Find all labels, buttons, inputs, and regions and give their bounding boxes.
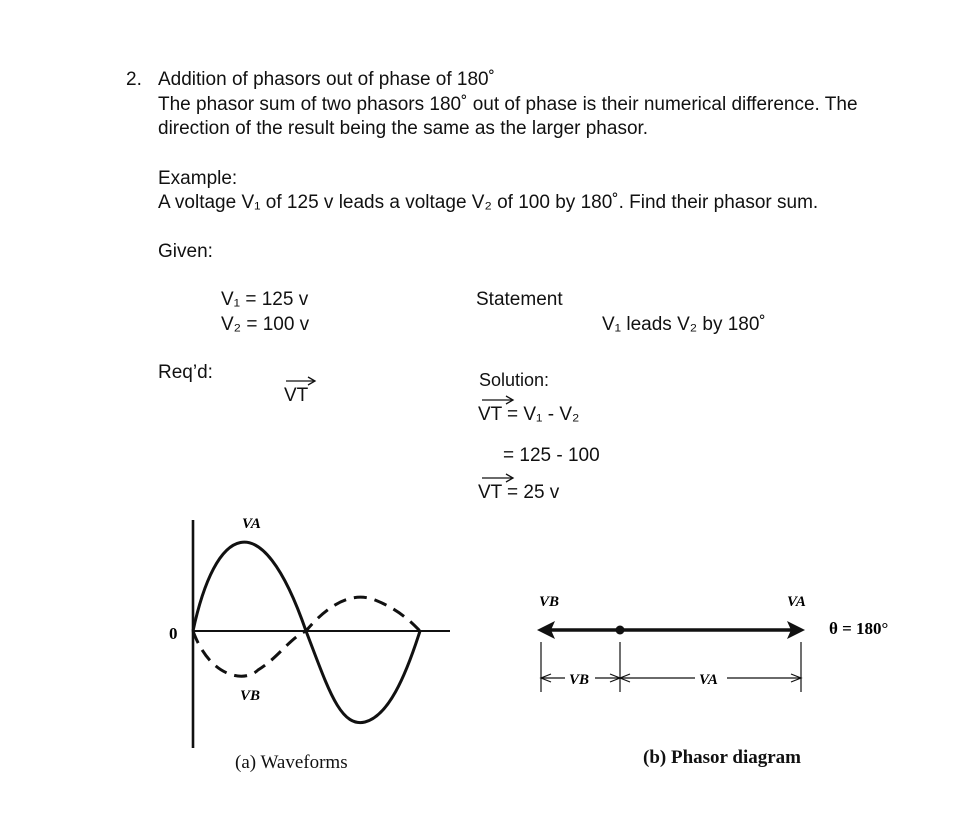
- required-label: Req’d:: [158, 362, 213, 383]
- waveform-zero-label: 0: [169, 624, 178, 643]
- example-problem: A voltage V₁ of 125 v leads a voltage V₂ of 100 by 180˚. Find their phasor sum.: [158, 192, 819, 213]
- given-v1: V₁ = 125 v: [221, 289, 309, 310]
- statement-text: V₁ leads V₂ by 180˚: [602, 314, 766, 335]
- solution-step1-rhs: = V₁ - V₂: [507, 404, 580, 425]
- given-v2: V₂ = 100 v: [221, 314, 310, 335]
- phasor-origin-dot: [616, 626, 625, 635]
- solution-step3-lhs: VT: [478, 482, 503, 503]
- description-line-1: The phasor sum of two phasors 180˚ out of phase is their numerical difference. The: [158, 94, 858, 115]
- waveforms-caption: (a) Waveforms: [235, 752, 348, 773]
- required-symbol: VT: [284, 385, 309, 406]
- solution-step3-rhs: = 25 v: [507, 482, 560, 503]
- waveform-vb-label: VB: [240, 688, 261, 704]
- section-number: 2.: [126, 69, 142, 90]
- statement-label: Statement: [476, 289, 563, 310]
- phasor-dim-va-label: VA: [699, 672, 718, 688]
- phasor-theta-label: θ = 180°: [829, 619, 889, 638]
- given-label: Given:: [158, 241, 213, 262]
- phasor-diagram-figure: [525, 580, 945, 700]
- example-label: Example:: [158, 168, 238, 189]
- waveform-vb-curve: [193, 597, 420, 676]
- phasor-va-label: VA: [787, 594, 806, 610]
- required-vt-vector: [284, 376, 324, 406]
- solution-step2: = 125 - 100: [503, 445, 600, 466]
- phasor-vb-label: VB: [539, 594, 560, 610]
- description-line-2: direction of the result being the same as the larger phasor.: [158, 118, 649, 139]
- phasor-dim-vb-label: VB: [569, 672, 590, 688]
- solution-label: Solution:: [479, 370, 550, 390]
- waveform-va-label: VA: [242, 516, 261, 532]
- waveforms-figure: [160, 508, 460, 758]
- section-heading: Addition of phasors out of phase of 180˚: [158, 69, 495, 90]
- phasor-diagram-caption: (b) Phasor diagram: [643, 747, 801, 768]
- solution-step1-lhs: VT: [478, 404, 503, 425]
